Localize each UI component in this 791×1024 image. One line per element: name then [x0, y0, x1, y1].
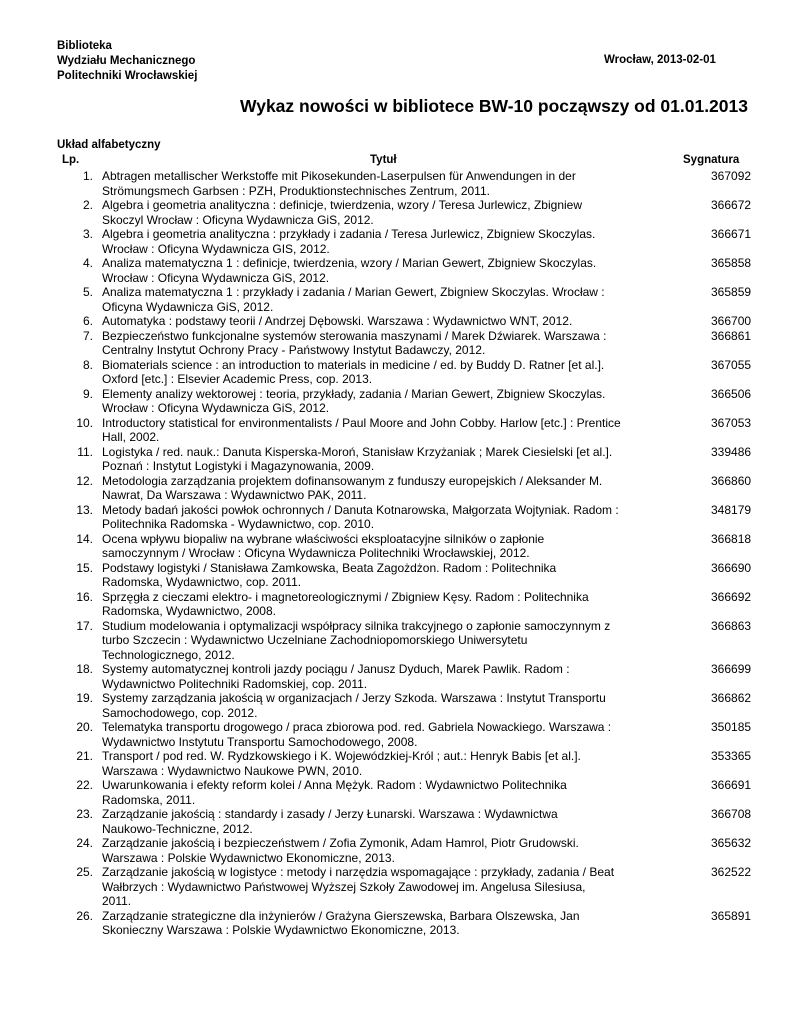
item-title-line: Studium modelowania i optymalizacji współpracy silnika trakcyjnego o zapłonie samoczynnym z — [102, 618, 611, 633]
item-title-line: Telematyka transportu drogowego / praca zbiorowa pod. red. Gabriela Nowackiego. Warszawa : — [102, 720, 612, 734]
item-number: 3. — [82, 227, 93, 241]
item-title — [102, 416, 664, 445]
item-title — [102, 720, 664, 749]
item-signature: 365859 — [711, 285, 752, 299]
list-item — [57, 503, 757, 532]
item-title-line: Uwarunkowania i efekty reform kolei / Anna Mężyk. Radom : Wydawnictwo Politechnika — [102, 778, 567, 792]
item-number: 9. — [82, 386, 93, 401]
item-number: 23. — [76, 807, 93, 821]
item-signature: 362522 — [711, 865, 752, 879]
item-title-line: Zarządzanie strategiczne dla inżynierów / Grażyna Gierszewska, Barbara Olszewska, Jan — [102, 908, 580, 923]
item-title-line: Radomska, Wydawnictwo, cop. 2011. — [102, 575, 302, 589]
item-number: 5. — [82, 285, 93, 299]
item-title-line: Algebra i geometria analityczna : definicje, twierdzenia, wzory / Teresa Jurlewicz, Zbigniew — [102, 198, 582, 212]
list-item — [57, 198, 757, 227]
item-number: 11. — [77, 444, 93, 459]
item-title — [102, 329, 664, 358]
item-number: 15. — [76, 560, 93, 575]
list-item — [57, 358, 757, 387]
item-title — [102, 532, 664, 561]
item-title — [102, 169, 664, 198]
item-title-line: Wałbrzych : Wydawnictwo Państwowej Wyższej Szkoły Zawodowej im. Angelusa Silesiusa, — [102, 879, 586, 894]
item-signature: 366671 — [711, 227, 752, 241]
item-number: 10. — [76, 415, 93, 430]
list-item — [57, 256, 757, 285]
item-title-line: Zarządzanie jakością : standardy i zasady / Jerzy Łunarski. Warszawa : Wydawnictwa — [102, 807, 558, 821]
item-number: 17. — [76, 618, 93, 633]
list-item — [57, 619, 757, 663]
item-title — [102, 749, 664, 778]
list-item — [57, 474, 757, 503]
item-title-line: turbo Szczecin : Wydawnictwo Uczelniane Zachodniopomorskiego Uniwersytetu — [102, 633, 528, 647]
list-item — [57, 691, 757, 720]
item-title-line: Systemy automatycznej kontroli jazdy pociągu / Janusz Dyduch, Marek Pawlik. Radom : — [102, 662, 570, 676]
item-title-line: Bezpieczeństwo funkcjonalne systemów sterowania maszynami / Marek Dźwiarek. Warszawa : — [102, 328, 607, 343]
item-number: 4. — [82, 256, 93, 270]
list-item — [57, 807, 757, 836]
item-number: 19. — [76, 691, 93, 705]
list-item — [57, 561, 757, 590]
item-number: 2. — [82, 198, 93, 212]
item-signature: 366708 — [711, 807, 752, 821]
item-title-line: Sprzęgła z cieczami elektro- i magnetoreologicznymi / Zbigniew Kęsy. Radom : Politechnika — [102, 589, 589, 604]
item-title — [102, 807, 664, 836]
list-item — [57, 169, 757, 198]
item-title-line: Systemy zarządzania jakością w organizacjach / Jerzy Szkoda. Warszawa : Instytut Transportu — [102, 691, 606, 705]
book-list — [57, 169, 757, 938]
item-number: 6. — [82, 314, 93, 328]
item-title — [102, 227, 664, 256]
item-title — [102, 836, 664, 865]
item-number: 21. — [76, 749, 93, 763]
list-item — [57, 445, 757, 474]
item-signature: 366818 — [711, 531, 752, 546]
item-title-line: Ocena wpływu biopaliw na wybrane właściwości eksploatacyjne silników o zapłonie — [102, 531, 545, 546]
item-title-line: 2011. — [102, 894, 132, 908]
item-signature: 366692 — [711, 589, 752, 604]
item-signature: 366506 — [711, 386, 752, 401]
column-header-title: Tytuł — [370, 154, 397, 166]
item-title-line: Hall, 2002. — [102, 430, 160, 444]
header-line-library: Biblioteka — [57, 40, 112, 52]
item-number: 26. — [76, 908, 93, 923]
item-number: 8. — [82, 357, 93, 372]
item-title — [102, 778, 664, 807]
item-title-line: Poznań : Instytut Logistyki i Magazynowania, 2009. — [102, 459, 375, 473]
item-signature: 366863 — [711, 618, 752, 633]
column-header-lp: Lp. — [62, 154, 80, 166]
item-title — [102, 474, 664, 503]
ordering-label: Układ alfabetyczny — [57, 139, 161, 151]
item-signature: 367055 — [711, 357, 752, 372]
item-number: 25. — [76, 865, 93, 879]
item-signature: 348179 — [711, 502, 752, 517]
item-title-line: Centralny Instytut Ochrony Pracy - Państwowy Instytut Badawczy, 2012. — [102, 343, 486, 357]
item-signature: 366861 — [711, 328, 752, 343]
item-signature: 350185 — [711, 720, 752, 734]
item-signature: 366860 — [711, 473, 752, 488]
list-item — [57, 416, 757, 445]
item-title — [102, 619, 664, 663]
item-signature: 366690 — [711, 560, 752, 575]
item-signature: 353365 — [711, 749, 752, 763]
item-title — [102, 445, 664, 474]
item-title-line: samoczynnym / Wrocław : Oficyna Wydawnicza Politechniki Wrocławskiej, 2012. — [102, 546, 530, 560]
item-title-line: Skoczyl Wrocław : Oficyna Wydawnicza GiS, 2012. — [102, 212, 374, 227]
list-item — [57, 314, 757, 329]
item-title — [102, 285, 664, 314]
item-title-line: Strömungsmech Garbsen : PZH, Produktionstechnisches Zentrum, 2011. — [102, 183, 490, 198]
item-signature: 365891 — [711, 908, 752, 923]
item-title-line: Logistyka / red. nauk.: Danuta Kisperska-Moroń, Stanisław Krzyżaniak ; Marek Ciesielski [et al.]. — [102, 444, 613, 459]
item-signature: 366700 — [711, 314, 752, 328]
item-title-line: Nawrat, Da Warszawa : Wydawnictwo PAK, 2011. — [102, 488, 367, 502]
item-title-line: Naukowo-Techniczne, 2012. — [102, 821, 253, 836]
item-title-line: Biomaterials science : an introduction to materials in medicine / ed. by Buddy D. Ratner [et al.]. — [102, 357, 605, 372]
item-title-line: Politechnika Radomska - Wydawnictwo, cop. 2010. — [102, 517, 375, 531]
library-header — [57, 39, 197, 84]
item-title-line: Wrocław : Oficyna Wydawnicza GiS, 2012. — [102, 401, 330, 415]
item-title-line: Zarządzanie jakością w logistyce : metody i narzędzia wspomagające : przykłady, zadania / Beat — [102, 865, 615, 879]
item-title-line: Analiza matematyczna 1 : przykłady i zadania / Marian Gewert, Zbigniew Skoczylas. Wrocław : — [102, 285, 605, 299]
list-item — [57, 329, 757, 358]
item-title-line: Warszawa : Wydawnictwo Naukowe PWN, 2010. — [102, 763, 363, 778]
item-title-line: Wrocław : Oficyna Wydawnicza GiS, 2012. — [102, 270, 330, 285]
item-title-line: Radomska, 2011. — [102, 792, 196, 807]
item-title-line: Warszawa : Polskie Wydawnictwo Ekonomiczne, 2013. — [102, 850, 395, 865]
item-title-line: Wydawnictwo Politechniki Radomskiej, cop. 2011. — [102, 676, 368, 691]
item-signature: 366672 — [711, 198, 752, 212]
item-title — [102, 387, 664, 416]
item-signature: 367092 — [711, 169, 752, 183]
item-title — [102, 691, 664, 720]
item-number: 1. — [82, 169, 93, 183]
item-title-line: Automatyka : podstawy teorii / Andrzej Dębowski. Warszawa : Wydawnictwo WNT, 2012. — [102, 314, 573, 328]
item-title — [102, 561, 664, 590]
item-number: 14. — [76, 531, 93, 546]
item-title-line: Zarządzanie jakością i bezpieczeństwem / Zofia Zymonik, Adam Hamrol, Piotr Grudowski. — [102, 836, 579, 850]
item-number: 13. — [76, 502, 93, 517]
column-header-signature: Sygnatura — [683, 154, 740, 166]
item-signature: 365632 — [711, 836, 752, 850]
list-item — [57, 532, 757, 561]
item-number: 20. — [76, 720, 93, 734]
item-title-line: Technologicznego, 2012. — [102, 647, 235, 662]
item-title-line: Wrocław : Oficyna Wydawnicza GIS, 2012. — [102, 241, 330, 256]
list-item — [57, 836, 757, 865]
item-number: 22. — [76, 778, 93, 792]
item-title-line: Introductory statistical for environmentalists / Paul Moore and John Cobby. Harlow [etc.] : Prentice — [102, 415, 621, 430]
item-title-line: Metodologia zarządzania projektem dofinansowanym z funduszy europejskich / Aleksander M. — [102, 473, 603, 488]
list-item — [57, 749, 757, 778]
item-signature: 366862 — [711, 691, 752, 705]
item-title — [102, 256, 664, 285]
item-signature: 365858 — [711, 256, 752, 270]
list-item — [57, 662, 757, 691]
item-title — [102, 865, 664, 909]
item-title — [102, 198, 664, 227]
item-title-line: Abtragen metallischer Werkstoffe mit Pikosekunden-Laserpulsen für Anwendungen in der — [102, 169, 576, 183]
list-item — [57, 778, 757, 807]
item-title-line: Wydawnictwo Instytutu Transportu Samochodowego, 2008. — [102, 734, 418, 749]
header-line-faculty: Wydziału Mechanicznego — [57, 55, 196, 67]
list-item — [57, 865, 757, 909]
list-item — [57, 387, 757, 416]
item-number: 7. — [82, 328, 93, 343]
item-title-line: Algebra i geometria analityczna : przykłady i zadania / Teresa Jurlewicz, Zbigniew Skoczylas. — [102, 227, 596, 241]
item-title-line: Metody badań jakości powłok ochronnych / Danuta Kotnarowska, Małgorzata Wojtyniak. Radom : — [102, 502, 619, 517]
item-title-line: Oxford [etc.] : Elsevier Academic Press, cop. 2013. — [102, 372, 373, 386]
item-number: 16. — [76, 589, 93, 604]
item-signature: 367053 — [711, 415, 752, 430]
item-signature: 366691 — [711, 778, 752, 792]
item-number: 18. — [76, 662, 93, 676]
item-title-line: Analiza matematyczna 1 : definicje, twierdzenia, wzory / Marian Gewert, Zbigniew Skoczylas. — [102, 256, 597, 270]
list-item — [57, 909, 757, 938]
item-title-line: Skonieczny Warszawa : Polskie Wydawnictwo Ekonomiczne, 2013. — [102, 923, 460, 937]
item-title-line: Samochodowego, cop. 2012. — [102, 705, 258, 720]
item-number: 24. — [76, 836, 93, 850]
item-title — [102, 590, 664, 619]
header-line-university: Politechniki Wrocławskiej — [57, 70, 198, 82]
item-title — [102, 358, 664, 387]
item-signature: 339486 — [711, 444, 752, 459]
item-title-line: Elementy analizy wektorowej : teoria, przykłady, zadania / Marian Gewert, Zbigniew Skoczylas. — [102, 386, 606, 401]
page-title: Wykaz nowości w bibliotece BW-10 począwszy od 01.01.2013 — [240, 96, 748, 116]
list-item — [57, 590, 757, 619]
item-title — [102, 662, 664, 691]
item-title — [102, 503, 664, 532]
item-number: 12. — [76, 473, 93, 488]
list-item — [57, 227, 757, 256]
item-signature: 366699 — [711, 662, 752, 676]
list-item — [57, 285, 757, 314]
item-title — [102, 909, 664, 938]
list-item — [57, 720, 757, 749]
item-title-line: Radomska, Wydawnictwo, 2008. — [102, 604, 276, 618]
item-title — [102, 314, 664, 329]
item-title-line: Podstawy logistyki / Stanisława Zamkowska, Beata Zagożdżon. Radom : Politechnika — [102, 560, 557, 575]
place-date: Wrocław, 2013-02-01 — [604, 54, 716, 66]
item-title-line: Oficyna Wydawnicza GiS, 2012. — [102, 299, 274, 314]
item-title-line: Transport / pod red. W. Rydzkowskiego i K. Wojewódzkiej-Król ; aut.: Henryk Babis [et al.]. — [102, 749, 581, 763]
